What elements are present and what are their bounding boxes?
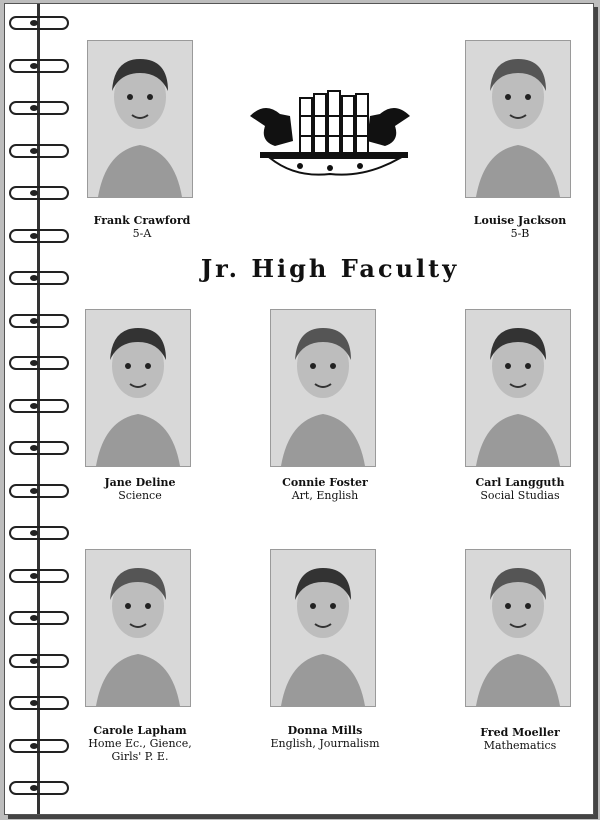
- binding-ring: [9, 356, 69, 370]
- faculty-portrait: [270, 309, 376, 467]
- faculty-portrait: [85, 549, 191, 707]
- faculty-caption: [430, 476, 600, 502]
- binding-ring: [9, 654, 69, 668]
- faculty-caption: [430, 214, 600, 240]
- faculty-role: Science: [118, 489, 162, 502]
- page-title: Jr. High Faculty: [200, 254, 460, 283]
- faculty-name: Frank Crawford: [93, 214, 191, 227]
- faculty-portrait: [465, 40, 571, 198]
- faculty-caption: [235, 724, 415, 750]
- binding-ring: [9, 781, 69, 795]
- binding-ring: [9, 16, 69, 30]
- faculty-name: Carole Lapham: [93, 724, 187, 737]
- faculty-caption: [52, 214, 232, 240]
- faculty-name: Louise Jackson: [473, 214, 567, 227]
- binding-ring: [9, 441, 69, 455]
- faculty-name: Connie Foster: [282, 476, 368, 489]
- binding-ring: [9, 144, 69, 158]
- binding-ring: [9, 569, 69, 583]
- faculty-role: 5-B: [510, 227, 530, 240]
- binding-ring: [9, 526, 69, 540]
- faculty-caption: [50, 724, 230, 763]
- binding-ring: [9, 611, 69, 625]
- faculty-caption: [50, 476, 230, 502]
- binding-ring: [9, 271, 69, 285]
- faculty-portrait: [465, 549, 571, 707]
- yearbook-page: [4, 3, 594, 815]
- binding-ring: [9, 696, 69, 710]
- faculty-portrait: [87, 40, 193, 198]
- faculty-role: Mathematics: [483, 739, 557, 752]
- faculty-role: Girls' P. E.: [111, 750, 169, 763]
- faculty-role: Social Studias: [480, 489, 560, 502]
- faculty-name: Jane Deline: [104, 476, 176, 489]
- books-with-griffins-emblem-icon: [245, 86, 415, 181]
- binding-ring: [9, 186, 69, 200]
- faculty-name: Fred Moeller: [480, 726, 560, 739]
- faculty-caption: [430, 726, 600, 752]
- faculty-portrait: [270, 549, 376, 707]
- binding-ring: [9, 314, 69, 328]
- faculty-portrait: [465, 309, 571, 467]
- binding-ring: [9, 59, 69, 73]
- faculty-role: English, Journalism: [270, 737, 380, 750]
- faculty-caption: [235, 476, 415, 502]
- faculty-role: Home Ec., Gience,: [88, 737, 192, 750]
- binding-ring: [9, 101, 69, 115]
- faculty-role: 5-A: [132, 227, 152, 240]
- faculty-role: Art, English: [291, 489, 359, 502]
- faculty-name: Carl Langguth: [475, 476, 565, 489]
- faculty-portrait: [85, 309, 191, 467]
- binding-ring: [9, 399, 69, 413]
- faculty-name: Donna Mills: [287, 724, 363, 737]
